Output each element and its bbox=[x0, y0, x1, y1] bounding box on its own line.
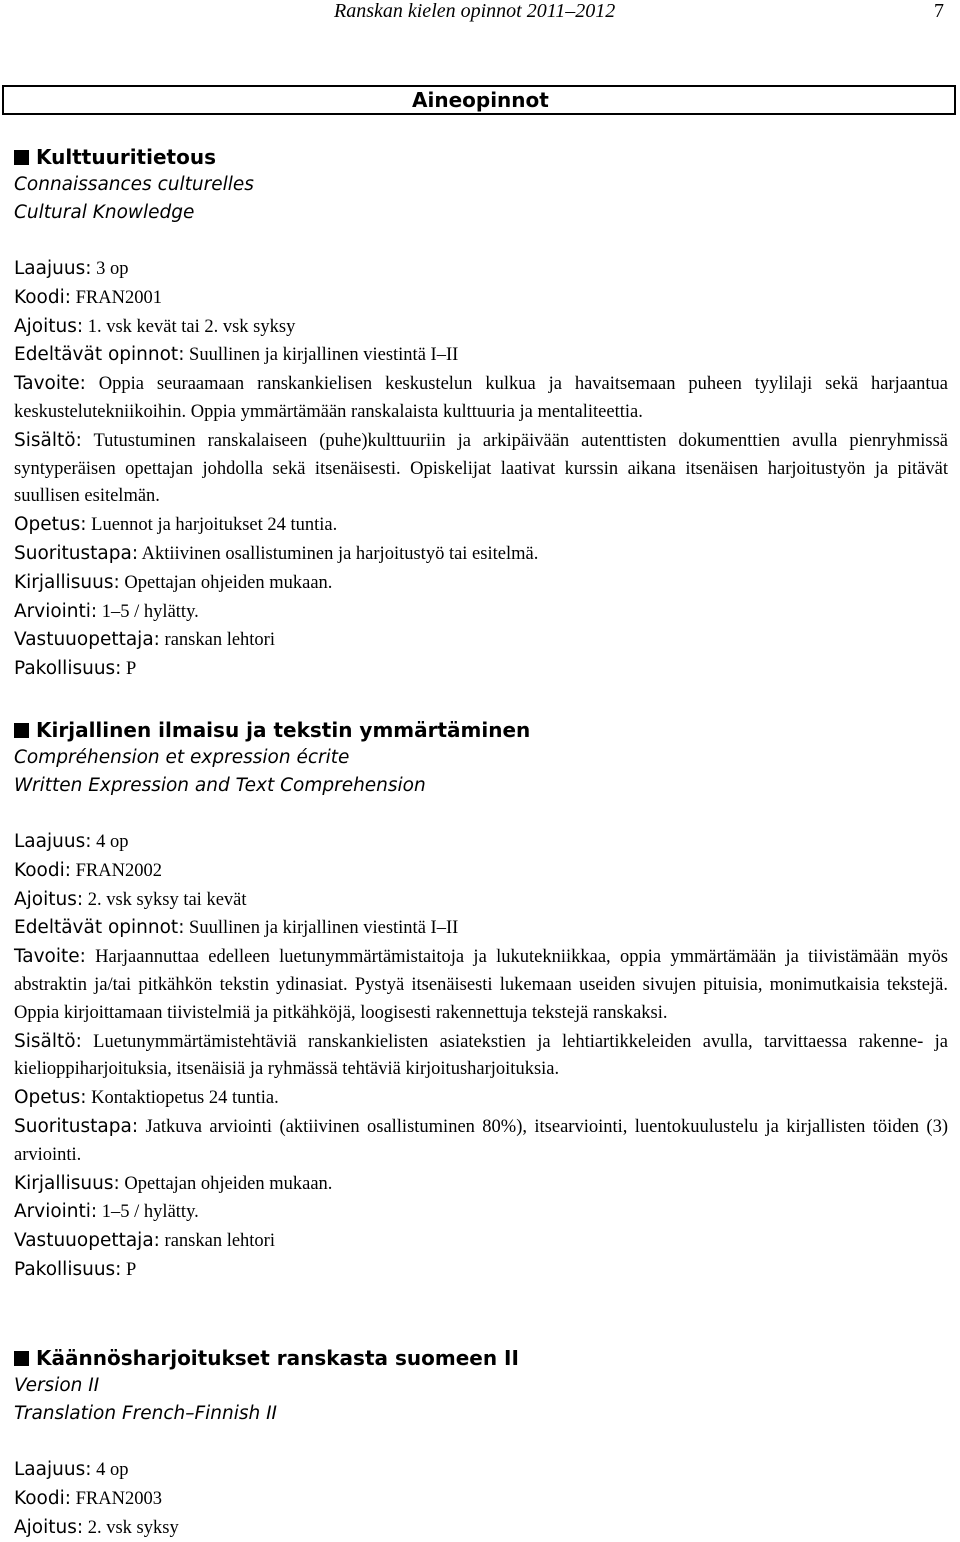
course-subtitle-english: Translation French–Finnish II bbox=[14, 1403, 277, 1424]
field-pakollisuus: Pakollisuus: P bbox=[14, 658, 137, 680]
field-tavoite: Tavoite: Harjaannuttaa edelleen luetunymmärtämistaitoja ja lukutekniikkaa, oppia ymmärtämään ja tiivistämään myös abstraktin ja/tai pitkähkön tekstin ydinasiat. Pystyä itsenäisesti lukemaan useiden sivujen pituisia, monimutkaisia tekstejä. Oppia kirjoittamaan tiivistelmiä ja pitkähköjä, loogisesti rakennettuja tekstejä ranskaksi. bbox=[14, 946, 948, 1023]
field-suoritustapa: Suoritustapa: Jatkuva arviointi (aktiivinen osallistuminen 80%), itsearviointi, luentokuulustelu ja kirjallisten töiden (3) arviointi. bbox=[14, 1115, 948, 1165]
field-opetus: Opetus: Luennot ja harjoitukset 24 tuntia. bbox=[14, 514, 338, 536]
field-kirjallisuus: Kirjallisuus: Opettajan ohjeiden mukaan. bbox=[14, 571, 333, 593]
course-subtitle-french: Version II bbox=[14, 1375, 100, 1396]
field-ajoitus: Ajoitus: 2. vsk syksy tai kevät bbox=[14, 888, 247, 910]
field-arviointi: Arviointi: 1–5 / hylätty. bbox=[14, 600, 199, 622]
field-laajuus: Laajuus: 3 op bbox=[14, 258, 129, 279]
field-arviointi: Arviointi: 1–5 / hylätty. bbox=[14, 1201, 199, 1223]
field-sisalto: Sisältö: Luetunymmärtämistehtäviä ranskankielisten asiatekstien ja lehtiartikkeleiden avulla, tarvittaessa rakenne- ja kielioppiharjoituksia, itsenäisiä ja ryhmässä tehtäviä kirjoitusharjoituksia. bbox=[14, 1030, 948, 1080]
course-block-fran2003 bbox=[14, 1344, 948, 1542]
square-bullet-icon bbox=[14, 1351, 29, 1366]
course-block-fran2002 bbox=[14, 716, 948, 1285]
square-bullet-icon bbox=[14, 150, 29, 165]
page-number: 7 bbox=[934, 0, 944, 22]
field-ajoitus: Ajoitus: 2. vsk syksy bbox=[14, 1516, 179, 1538]
course-subtitle-english: Cultural Knowledge bbox=[14, 202, 195, 223]
field-sisalto: Sisältö: Tutustuminen ranskalaiseen (puhe)kulttuuriin ja arkipäivään autenttisten dokumenttien avulla pienryhmissä syntyperäisen opettajan johdolla sekä itsenäisesti. Opiskelijat laativat kurssin aikana itsenäisen harjoitustyön ja pitävät suullisen esitelmän. bbox=[14, 429, 948, 507]
field-ajoitus: Ajoitus: 1. vsk kevät tai 2. vsk syksy bbox=[14, 315, 296, 337]
course-subtitle-french: Compréhension et expression écrite bbox=[14, 747, 350, 768]
section-banner-title: Aineopinnot bbox=[412, 88, 549, 112]
course-subtitle-english: Written Expression and Text Comprehension bbox=[14, 775, 426, 796]
field-edeltavat-opinnot: Edeltävät opinnot: Suullinen ja kirjallinen viestintä I–II bbox=[14, 344, 459, 366]
course-title bbox=[14, 1344, 948, 1372]
course-title-text: Kirjallinen ilmaisu ja tekstin ymmärtäminen bbox=[36, 718, 531, 742]
field-pakollisuus: Pakollisuus: P bbox=[14, 1258, 137, 1280]
section-banner bbox=[2, 85, 956, 115]
field-koodi: Koodi: FRAN2003 bbox=[14, 1487, 162, 1509]
running-header bbox=[0, 0, 960, 30]
course-title bbox=[14, 143, 948, 171]
course-title-text: Käännösharjoitukset ranskasta suomeen II bbox=[36, 1346, 519, 1370]
field-laajuus: Laajuus: 4 op bbox=[14, 1459, 129, 1480]
field-tavoite: Tavoite: Oppia seuraamaan ranskankielisen keskustelun kulkua ja havaitsemaan puheen tyylilaji sekä harjaantua keskustelutekniikoihin. Oppia ymmärtämään ranskalaista kulttuuria ja mentaliteettia. bbox=[14, 373, 948, 422]
field-koodi: Koodi: FRAN2002 bbox=[14, 859, 162, 881]
field-vastuuopettaja: Vastuuopettaja: ranskan lehtori bbox=[14, 1230, 275, 1252]
running-header-title: Ranskan kielen opinnot 2011–2012 bbox=[334, 0, 616, 22]
field-edeltavat-opinnot: Edeltävät opinnot: Suullinen ja kirjallinen viestintä I–II bbox=[14, 917, 459, 939]
field-koodi: Koodi: FRAN2001 bbox=[14, 286, 162, 308]
field-kirjallisuus: Kirjallisuus: Opettajan ohjeiden mukaan. bbox=[14, 1172, 333, 1194]
field-suoritustapa: Suoritustapa: Aktiivinen osallistuminen ja harjoitustyö tai esitelmä. bbox=[14, 542, 539, 564]
field-opetus: Opetus: Kontaktiopetus 24 tuntia. bbox=[14, 1087, 279, 1109]
field-laajuus: Laajuus: 4 op bbox=[14, 831, 129, 852]
course-title bbox=[14, 716, 948, 744]
field-vastuuopettaja: Vastuuopettaja: ranskan lehtori bbox=[14, 629, 275, 651]
course-subtitle-french: Connaissances culturelles bbox=[14, 174, 254, 195]
course-block-fran2001 bbox=[14, 143, 948, 684]
course-title-text: Kulttuuritietous bbox=[36, 145, 216, 169]
square-bullet-icon bbox=[14, 723, 29, 738]
